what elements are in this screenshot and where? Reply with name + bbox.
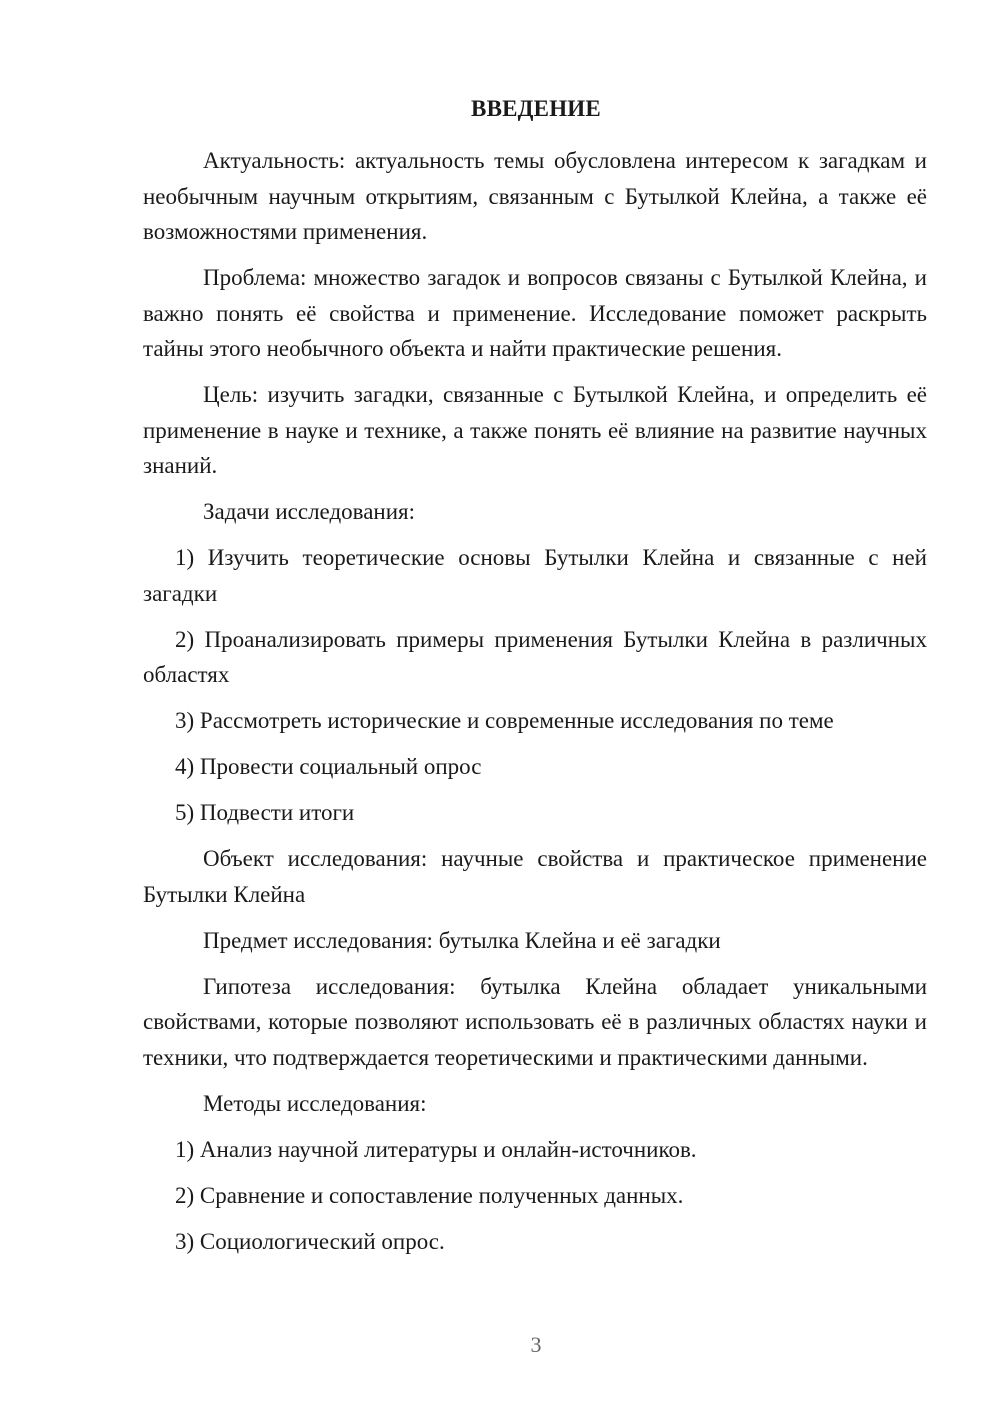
task-item-4: 4) Провести социальный опрос bbox=[175, 754, 482, 779]
task-item-1: 1) Изучить теоретические основы Бутылки Клейна и связанные с ней загадки bbox=[143, 545, 927, 606]
section-heading: ВВЕДЕНИЕ bbox=[471, 96, 601, 121]
task-item-5: 5) Подвести итоги bbox=[175, 800, 355, 825]
paragraph-problem: Проблема: множество загадок и вопросов связаны с Бутылкой Клейна, и важно понять её свойства и применение. Исследование поможет раскрыть тайны этого необычного объекта и найти практические решения. bbox=[143, 265, 927, 361]
document-body bbox=[143, 143, 927, 1270]
method-item-3: 3) Социологический опрос. bbox=[175, 1228, 445, 1254]
method-item-1: 1) Анализ научной литературы и онлайн-источников. bbox=[175, 1136, 697, 1162]
methods-title: Методы исследования: bbox=[203, 1090, 427, 1116]
task-item-3: 3) Рассмотреть исторические и современные исследования по теме bbox=[175, 708, 834, 733]
tasks-title: Задачи исследования: bbox=[203, 499, 416, 524]
paragraph-subject: Предмет исследования: бутылка Клейна и её загадки bbox=[203, 927, 721, 953]
paragraph-object: Объект исследования: научные свойства и практическое применение Бутылки Клейна bbox=[143, 846, 927, 907]
paragraph-relevance: Актуальность: актуальность темы обусловлена интересом к загадкам и необычным научным открытиям, связанным с Бутылкой Клейна, а также её возможностями применения. bbox=[143, 148, 927, 244]
paragraph-goal: Цель: изучить загадки, связанные с Бутылкой Клейна, и определить её применение в науке и технике, а также понять её влияние на развитие научных знаний. bbox=[143, 382, 927, 478]
method-item-2: 2) Сравнение и сопоставление полученных данных. bbox=[175, 1182, 684, 1208]
task-item-2: 2) Проанализировать примеры применения Бутылки Клейна в различных областях bbox=[143, 626, 927, 687]
paragraph-hypothesis: Гипотеза исследования: бутылка Клейна обладает уникальными свойствами, которые позволяют использовать её в различных областях науки и техники, что подтверждается теоретическими и практическими данными. bbox=[143, 973, 927, 1070]
page-number: 3 bbox=[530, 1332, 542, 1357]
